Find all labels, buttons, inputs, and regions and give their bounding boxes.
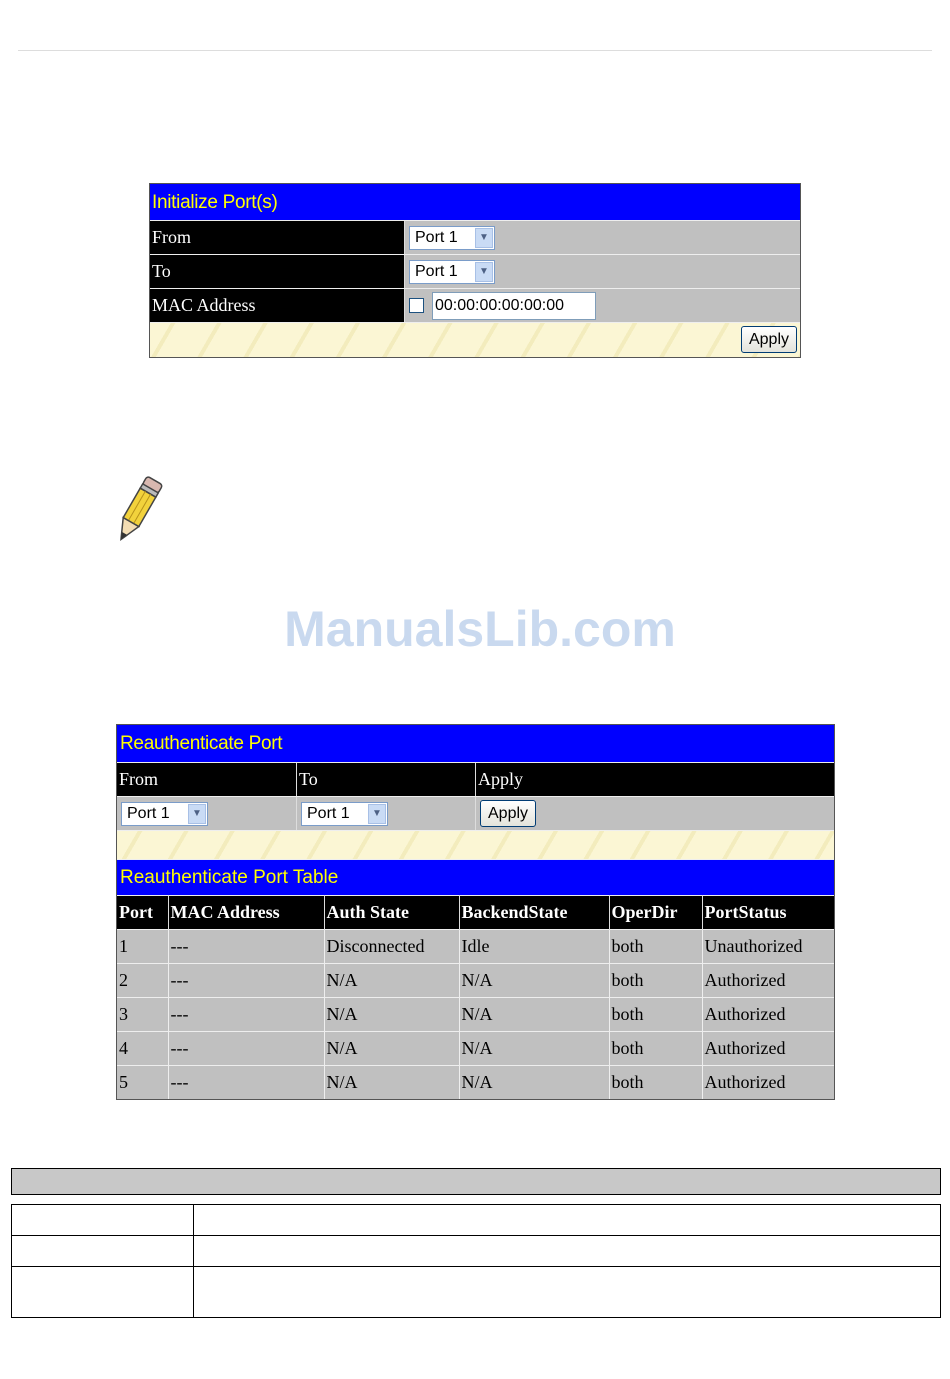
to-label: To (150, 255, 405, 288)
reauthenticate-panel (116, 724, 835, 1100)
table-row (12, 1205, 941, 1236)
from-port-value: Port 1 (415, 228, 458, 246)
mac-cell: --- (168, 1032, 324, 1066)
backend-state-cell: N/A (459, 1066, 609, 1100)
reauthenticate-title: Reauthenticate Port (117, 725, 834, 762)
auth-state-cell: N/A (324, 1032, 459, 1066)
oper-dir-cell: both (609, 998, 702, 1032)
port-status-cell: Unauthorized (702, 930, 834, 964)
reauth-apply-header: Apply (478, 769, 523, 789)
auth-state-cell: N/A (324, 1066, 459, 1100)
backend-state-cell: N/A (459, 964, 609, 998)
from-port-select[interactable] (409, 226, 495, 250)
chevron-down-icon[interactable]: ▼ (475, 262, 493, 282)
port-cell: 3 (117, 998, 168, 1032)
mac-cell: --- (168, 1066, 324, 1100)
from-row (150, 220, 800, 254)
apply-row (150, 322, 800, 357)
oper-dir-cell: both (609, 964, 702, 998)
backend-state-cell: N/A (459, 1032, 609, 1066)
chevron-down-icon[interactable]: ▼ (188, 804, 206, 824)
to-port-select[interactable] (409, 260, 495, 284)
initialize-apply-button[interactable]: Apply (741, 326, 797, 353)
to-port-value: Port 1 (415, 262, 458, 280)
initialize-ports-panel (149, 183, 801, 358)
table-row (117, 964, 834, 998)
col-port-status-header: PortStatus (702, 896, 834, 930)
chevron-down-icon[interactable]: ▼ (475, 228, 493, 248)
port-status-cell: Authorized (702, 964, 834, 998)
reauth-from-value: Port 1 (127, 804, 170, 822)
reauth-apply-button[interactable]: Apply (480, 800, 536, 827)
col-auth-state-header: Auth State (324, 896, 459, 930)
reauth-control-row (117, 796, 834, 830)
to-row (150, 254, 800, 288)
reauth-port-table (117, 895, 834, 1099)
mac-address-label: MAC Address (150, 289, 405, 322)
table-header-row (117, 896, 834, 930)
reauth-table-title: Reauthenticate Port Table (117, 859, 834, 895)
reauth-to-header: To (297, 763, 476, 796)
port-cell: 2 (117, 964, 168, 998)
mac-address-row (150, 288, 800, 322)
oper-dir-cell: both (609, 1066, 702, 1100)
auth-state-cell: Disconnected (324, 930, 459, 964)
backend-state-cell: N/A (459, 998, 609, 1032)
mac-cell: --- (168, 964, 324, 998)
table-row (117, 1032, 834, 1066)
port-status-cell: Authorized (702, 1032, 834, 1066)
reauth-from-header: From (117, 763, 297, 796)
mac-cell: --- (168, 930, 324, 964)
auth-state-cell: N/A (324, 964, 459, 998)
port-status-cell: Authorized (702, 1066, 834, 1100)
from-label: From (150, 221, 405, 254)
mac-address-checkbox[interactable] (409, 298, 424, 313)
chevron-down-icon[interactable]: ▼ (368, 804, 386, 824)
table-row (12, 1236, 941, 1267)
col-oper-dir-header: OperDir (609, 896, 702, 930)
decorative-band (117, 830, 834, 859)
description-table (11, 1204, 941, 1318)
top-divider (18, 50, 932, 51)
table-row (12, 1267, 941, 1318)
col-backend-state-header: BackendState (459, 896, 609, 930)
oper-dir-cell: both (609, 1032, 702, 1066)
auth-state-cell: N/A (324, 998, 459, 1032)
description-table-header (11, 1168, 941, 1195)
reauth-to-value: Port 1 (307, 804, 350, 822)
pencil-note-icon (103, 470, 173, 550)
reauth-header-row (117, 762, 834, 796)
reauth-to-select[interactable] (301, 802, 388, 826)
table-row (117, 998, 834, 1032)
mac-cell: --- (168, 998, 324, 1032)
watermark: ManualsLib.com (284, 601, 676, 657)
col-port-header: Port (117, 896, 168, 930)
oper-dir-cell: both (609, 930, 702, 964)
table-row (117, 930, 834, 964)
port-cell: 4 (117, 1032, 168, 1066)
backend-state-cell: Idle (459, 930, 609, 964)
port-cell: 5 (117, 1066, 168, 1100)
mac-address-input[interactable]: 00:00:00:00:00:00 (432, 292, 596, 320)
port-cell: 1 (117, 930, 168, 964)
initialize-ports-title: Initialize Port(s) (150, 184, 800, 220)
col-mac-address-header: MAC Address (168, 896, 324, 930)
table-row (117, 1066, 834, 1100)
reauth-from-select[interactable] (121, 802, 208, 826)
port-status-cell: Authorized (702, 998, 834, 1032)
